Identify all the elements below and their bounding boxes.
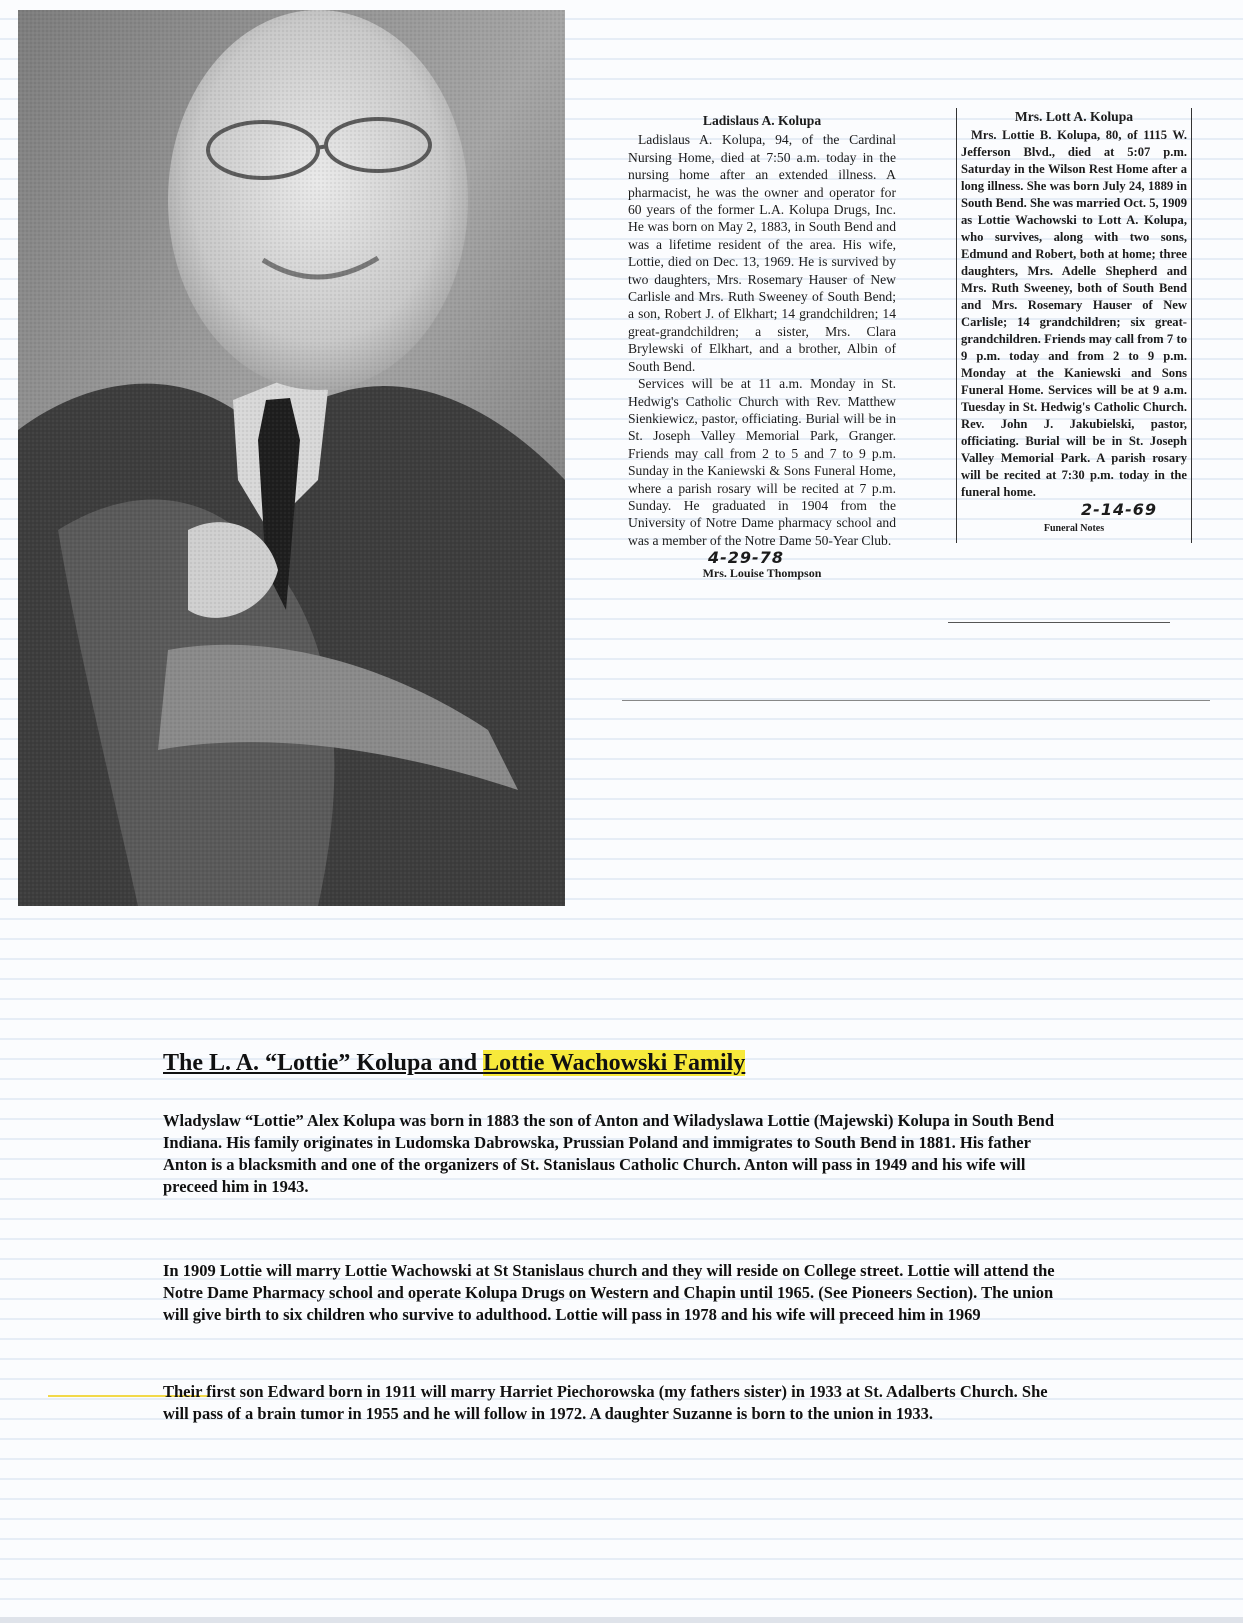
clipping-heading: Mrs. Lott A. Kolupa [1014,109,1134,124]
obituary-clipping-ladislaus [628,112,896,582]
article-title [163,1050,745,1077]
clipping-footer: Funeral Notes [1043,523,1105,534]
portrait-illustration [18,10,565,906]
article-paragraph: In 1909 Lottie will marry Lottie Wachowski at St Stanislaus church and they will reside on College street. Lottie will attend the Notre Dame Pharmacy school and operate Kolupa Drugs on Western and Chapin until 1965. (See Pioneers Section). The union will give birth to six children who survive to adulthood. Lottie will pass in 1978 and his wife will preceed him in 1969 [163,1261,1055,1324]
clipping-signature: Mrs. Louise Thompson [702,565,822,580]
clipping-heading: Ladislaus A. Kolupa [702,113,822,128]
divider-line [622,700,1210,701]
clipping-paragraph: Mrs. Lottie B. Kolupa, 80, of 1115 W. Jefferson Blvd., died at 5:07 p.m. Saturday in the Wilson Rest Home after a long illness. She was born July 24, 1889 in South Bend. She was married Oct. 5, 1909 as Lottie Wachowski to Lott A. Kolupa, who survives, along with two sons, Edmund and Robert, both at home; three daughters, Mrs. Adelle Shepherd and Mrs. Ruth Sweeney, both of South Bend and Mrs. Rosemary Hauser of New Carlisle; 14 grandchildren; six great-grandchildren. Friends may call from 7 to 9 p.m. today and from 2 to 9 p.m. Monday at the Kaniewski and Sons Funeral Home. Services will be at 9 a.m. Tuesday in St. Hedwig's Catholic Church. Rev. John J. Jakubielski, pastor, officiating. Burial will be in St. Joseph Valley Memorial Park. A parish rosary will be recited at 7:30 p.m. today in the funeral home. [961,128,1187,499]
handwritten-date: 4-29-78 [708,548,784,568]
handwritten-date: 2-14-69 [1081,500,1157,519]
article-paragraph: Their first son Edward born in 1911 will marry Harriet Piechorowska (my fathers sister) in 1933 at St. Adalberts Church. She will pass of a brain tumor in 1955 and he will follow in 1972. A daughter Suzanne is born to the union in 1933. [163,1382,1048,1423]
clipping-paragraph: Ladislaus A. Kolupa, 94, of the Cardinal Nursing Home, died at 7:50 a.m. today in the nursing home after an extended illness. A pharmacist, he was the owner and operator for 60 years of the former L.A. Kolupa Drugs, Inc. He was born on May 2, 1883, in South Bend and was a lifetime resident of the area. His wife, Lottie, died on Dec. 13, 1969. He is survived by two daughters, Mrs. Rosemary Hauser of New Carlisle and Mrs. Ruth Sweeney of South Bend; a son, Robert J. of Elkhart; 14 grandchildren; 14 great-grandchildren; a sister, Mrs. Clara Brylewski of Elkhart, and a brother, Albin of South Bend. [628,132,896,374]
obituary-clipping-lottie [956,108,1192,543]
portrait-photo [18,10,565,906]
divider-line [948,622,1170,623]
clipping-paragraph: Services will be at 11 a.m. Monday in St. Hedwig's Catholic Church with Rev. Matthew Sienkiewicz, pastor, officiating. Burial will be in St. Joseph Valley Memorial Park, Granger. Friends may call from 2 to 5 and 7 to 9 p.m. Sunday in the Kaniewski & Sons Funeral Home, where a parish rosary will be recited at 7 p.m. Sunday. He graduated in 1904 from the University of Notre Dame pharmacy school and was a member of the Notre Dame 50-Year Club. [628,376,896,548]
article-paragraph: Wladyslaw “Lottie” Alex Kolupa was born in 1883 the son of Anton and Wiladyslawa Lottie (Majewski) Kolupa in South Bend Indiana. His family originates in Ludomska Dabrowska, Prussian Poland and immigrates to South Bend in 1881. His father Anton is a blacksmith and one of the organizers of St. Stanislaus Catholic Church. Anton will pass in 1949 and his wife will preceed him in 1943. [163,1111,1054,1196]
page-edge [0,1617,1243,1623]
article-title-highlight: Lottie Wachowski Family [483,1050,746,1076]
article-title-text: The L. A. “Lottie” Kolupa and [163,1050,484,1076]
